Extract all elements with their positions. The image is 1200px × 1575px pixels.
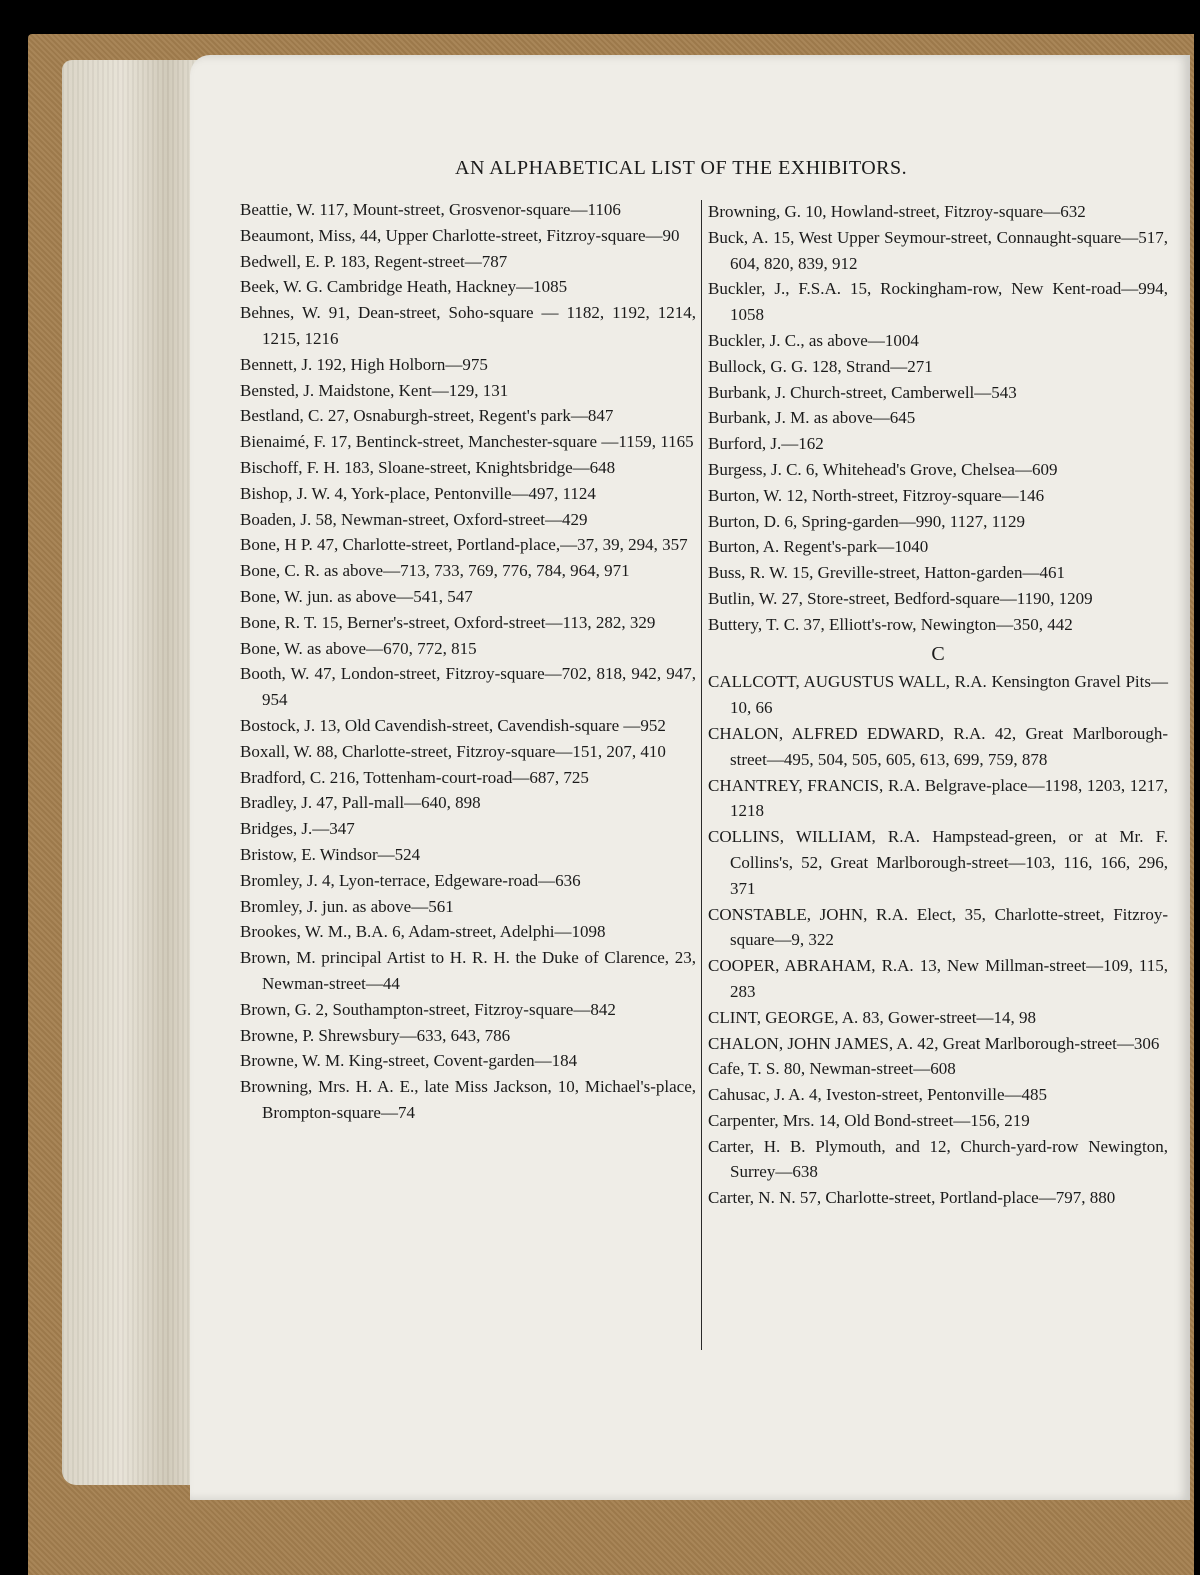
exhibitor-entry: Bedwell, E. P. 183, Regent-street—787 <box>240 251 508 271</box>
exhibitor-entry: Burton, W. 12, North-street, Fitzroy-square—146 <box>708 485 1045 505</box>
exhibitor-entry: Buss, R. W. 15, Greville-street, Hatton-garden—461 <box>708 563 1065 583</box>
exhibitor-entry: Bishop, J. W. 4, York-place, Pentonville—497, 1124 <box>240 483 596 503</box>
exhibitor-entry: Buckler, J., F.S.A. 15, Rockingham-row, New Kent-road—994, 1058 <box>708 279 1168 325</box>
exhibitor-entry: CHANTREY, FRANCIS, R.A. Belgrave-place—1198, 1203, 1217, 1218 <box>708 775 1168 821</box>
left-column <box>240 197 696 1126</box>
exhibitor-entry: Bennett, J. 192, High Holborn—975 <box>240 354 488 374</box>
exhibitor-entry: Bone, C. R. as above—713, 733, 769, 776, 784, 964, 971 <box>240 561 630 581</box>
exhibitor-entry: Cahusac, J. A. 4, Iveston-street, Pentonville—485 <box>708 1085 1048 1105</box>
exhibitor-entry: Burbank, J. M. as above—645 <box>708 408 916 428</box>
exhibitor-entry: Boxall, W. 88, Charlotte-street, Fitzroy-square—151, 207, 410 <box>240 741 666 761</box>
exhibitor-entry: Bone, W. as above—670, 772, 815 <box>240 638 477 658</box>
exhibitor-entry: Buttery, T. C. 37, Elliott's-row, Newington—350, 442 <box>708 614 1073 634</box>
exhibitor-entry: Bradford, C. 216, Tottenham-court-road—687, 725 <box>240 767 589 787</box>
page-title: AN ALPHABETICAL LIST OF THE EXHIBITORS. <box>455 157 908 179</box>
exhibitor-entry: Bensted, J. Maidstone, Kent—129, 131 <box>240 380 509 400</box>
exhibitor-entry: Bridges, J.—347 <box>240 819 355 839</box>
exhibitor-entry: Buckler, J. C., as above—1004 <box>708 330 919 350</box>
exhibitor-entry: Brown, G. 2, Southampton-street, Fitzroy-square—842 <box>240 999 616 1019</box>
exhibitor-entry: Bestland, C. 27, Osnaburgh-street, Regent's park—847 <box>240 406 614 426</box>
exhibitor-entry: Butlin, W. 27, Store-street, Bedford-square—1190, 1209 <box>708 588 1093 608</box>
exhibitor-entry: Burton, D. 6, Spring-garden—990, 1127, 1129 <box>708 511 1025 531</box>
exhibitor-entry: Brookes, W. M., B.A. 6, Adam-street, Adelphi—1098 <box>240 922 606 942</box>
exhibitor-entry: Browne, P. Shrewsbury—633, 643, 786 <box>240 1025 511 1045</box>
exhibitor-entry: Burgess, J. C. 6, Whitehead's Grove, Chelsea—609 <box>708 459 1058 479</box>
exhibitor-entry: Burford, J.—162 <box>708 434 824 454</box>
exhibitor-entry: CLINT, GEORGE, A. 83, Gower-street—14, 98 <box>708 1007 1036 1027</box>
exhibitor-entry: Brown, M. principal Artist to H. R. H. the Duke of Clarence, 23, Newman-street—44 <box>240 948 696 993</box>
exhibitor-entry: Beaumont, Miss, 44, Upper Charlotte-street, Fitzroy-square—90 <box>240 225 680 245</box>
exhibitor-entry: Carter, N. N. 57, Charlotte-street, Portland-place—797, 880 <box>708 1188 1116 1208</box>
exhibitor-entry: Carpenter, Mrs. 14, Old Bond-street—156, 219 <box>708 1110 1030 1130</box>
exhibitor-entry: Boaden, J. 58, Newman-street, Oxford-street—429 <box>240 509 588 529</box>
exhibitor-entry: CONSTABLE, JOHN, R.A. Elect, 35, Charlotte-street, Fitzroy-square—9, 322 <box>708 904 1168 950</box>
exhibitor-entry: Bienaimé, F. 17, Bentinck-street, Manchester-square —1159, 1165 <box>240 432 694 452</box>
exhibitor-entry: Burton, A. Regent's-park—1040 <box>708 537 929 557</box>
exhibitor-entry: COOPER, ABRAHAM, R.A. 13, New Millman-street—109, 115, 283 <box>708 956 1168 1001</box>
exhibitor-entry: Bullock, G. G. 128, Strand—271 <box>708 356 933 376</box>
exhibitor-entry: Bradley, J. 47, Pall-mall—640, 898 <box>240 793 481 813</box>
exhibitor-entry: CHALON, JOHN JAMES, A. 42, Great Marlborough-street—306 <box>708 1033 1160 1053</box>
exhibitor-entry: Bromley, J. jun. as above—561 <box>240 896 454 916</box>
exhibitor-entry: Bone, W. jun. as above—541, 547 <box>240 586 473 606</box>
exhibitor-entry: Browning, G. 10, Howland-street, Fitzroy-square—632 <box>708 202 1086 221</box>
exhibitor-entry: Bischoff, F. H. 183, Sloane-street, Knightsbridge—648 <box>240 457 616 477</box>
exhibitor-entry: CALLCOTT, AUGUSTUS WALL, R.A. Kensington Gravel Pits—10, 66 <box>708 672 1168 718</box>
exhibitor-entry: Bostock, J. 13, Old Cavendish-street, Cavendish-square —952 <box>240 715 666 735</box>
exhibitor-entry: Beek, W. G. Cambridge Heath, Hackney—1085 <box>240 277 568 297</box>
exhibitor-entry: Buck, A. 15, West Upper Seymour-street, Connaught-square—517, 604, 820, 839, 912 <box>708 227 1168 273</box>
exhibitor-entry: CHALON, ALFRED EDWARD, R.A. 42, Great Marlborough-street—495, 504, 505, 605, 613, 699, 759, 878 <box>708 723 1168 769</box>
exhibitor-entry: Booth, W. 47, London-street, Fitzroy-square—702, 818, 942, 947, 954 <box>240 664 696 710</box>
exhibitor-entry: Carter, H. B. Plymouth, and 12, Church-yard-row Newington, Surrey—638 <box>708 1136 1168 1182</box>
exhibitor-entry: Bone, H P. 47, Charlotte-street, Portland-place,—37, 39, 294, 357 <box>240 535 688 555</box>
exhibitor-entry: Browning, Mrs. H. A. E., late Miss Jackson, 10, Michael's-place, Brompton-square—74 <box>240 1077 696 1122</box>
column-divider <box>701 200 702 1350</box>
right-column <box>708 199 1168 1211</box>
exhibitor-entry: Cafe, T. S. 80, Newman-street—608 <box>708 1059 956 1079</box>
exhibitor-entry: Bristow, E. Windsor—524 <box>240 844 421 864</box>
exhibitor-entry: Browne, W. M. King-street, Covent-garden—184 <box>240 1051 578 1071</box>
exhibitor-entry: COLLINS, WILLIAM, R.A. Hampstead-green, or at Mr. F. Collins's, 52, Great Marlborough-street—103, 116, 166, 296, 371 <box>708 827 1168 898</box>
exhibitor-entry: Bromley, J. 4, Lyon-terrace, Edgeware-road—636 <box>240 870 581 890</box>
exhibitor-entry: Behnes, W. 91, Dean-street, Soho-square — 1182, 1192, 1214, 1215, 1216 <box>240 303 696 348</box>
exhibitor-entry: Beattie, W. 117, Mount-street, Grosvenor-square—1106 <box>240 200 621 219</box>
exhibitor-entry: Burbank, J. Church-street, Camberwell—543 <box>708 382 1017 402</box>
section-letter: C <box>931 642 945 665</box>
exhibitor-entry: Bone, R. T. 15, Berner's-street, Oxford-street—113, 282, 329 <box>240 612 656 632</box>
